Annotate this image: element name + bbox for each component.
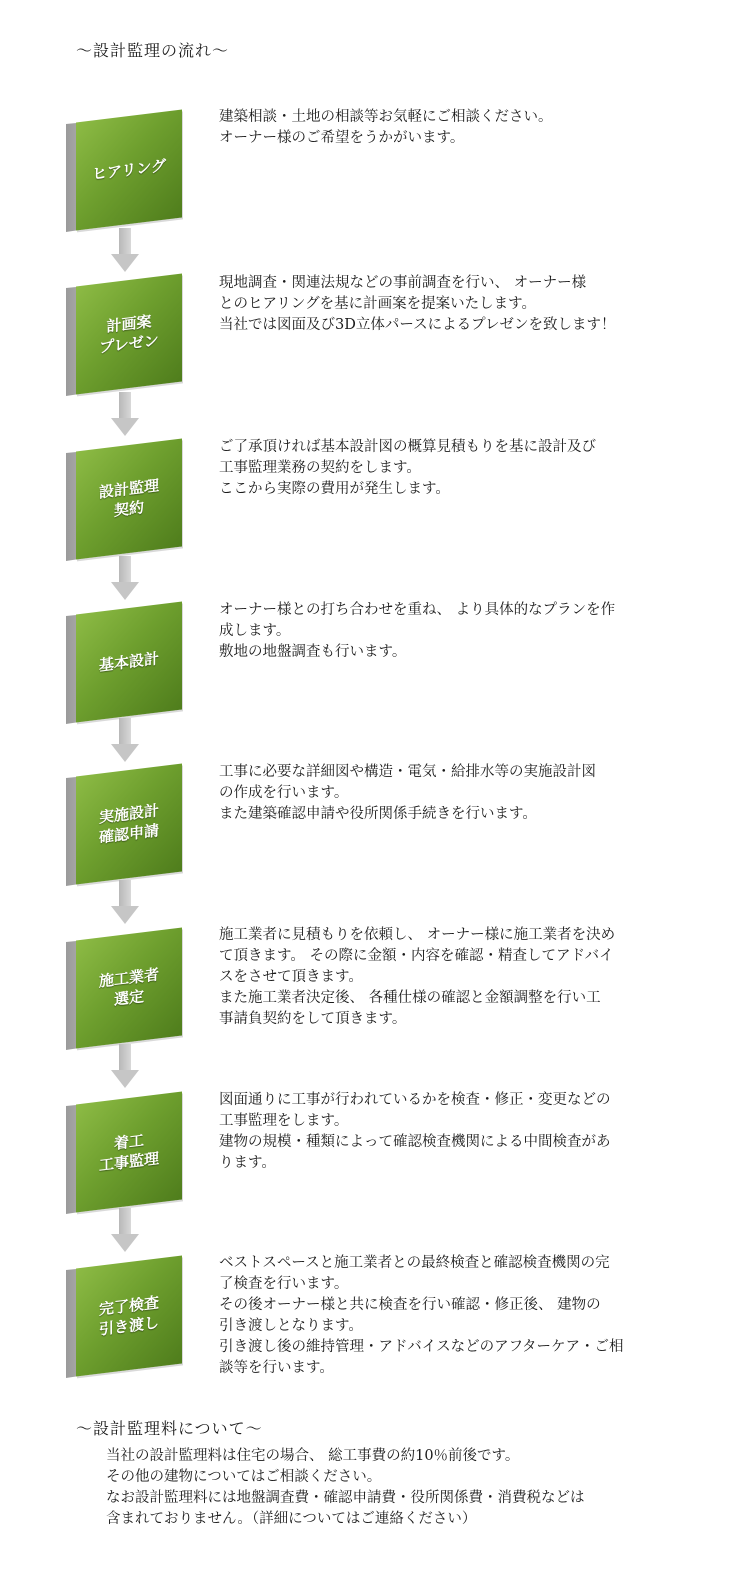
step-description: 工事に必要な詳細図や構造・電気・給排水等の実施設計図 の作成を行います。 また建築確認申請や役所関係手続きを行います。 bbox=[219, 764, 596, 822]
step-box-construction-supervision bbox=[66, 1098, 184, 1216]
step-label: 計画案 プレゼン bbox=[99, 312, 159, 357]
step-box-contractor-selection bbox=[66, 934, 184, 1052]
step-label: 基本設計 bbox=[98, 649, 159, 675]
step-box-plan-presentation bbox=[66, 280, 184, 398]
step-box-face bbox=[76, 1255, 182, 1376]
fee-title: ～設計監理料について～ bbox=[76, 1419, 263, 1438]
step-box-face bbox=[76, 438, 182, 559]
step-description: 図面通りに工事が行われているかを検査・修正・変更などの 工事監理をします。 建物の規模・種類によって確認検査機関による中間検査があ ります。 bbox=[219, 1092, 611, 1171]
step-description: ベストスペースと施工業者との最終検査と確認検査機関の完 了検査を行います。 その後オーナー様と共に検査を行い確認・修正後、 建物の 引き渡しとなります。 引き渡し後の維持管理・アドバイスなどのアフターケア・ご相 談等を行います。 bbox=[219, 1255, 624, 1376]
step-description: ご了承頂ければ基本設計図の概算見積もりを基に設計及び 工事監理業務の契約をします。 ここから実際の費用が発生します。 bbox=[219, 439, 596, 497]
step-box-face bbox=[76, 601, 182, 722]
step-label: 設計監理 契約 bbox=[98, 476, 159, 520]
step-label: 施工業者 選定 bbox=[98, 965, 159, 1009]
fee-description: 当社の設計監理料は住宅の場合、 総工事費の約10％前後です。 その他の建物についてはご相談ください。 なお設計監理料には地盤調査費・確認申請費・役所関係費・消費税などは 含まれておりません。（詳細についてはご連絡ください） bbox=[106, 1448, 585, 1527]
step-box-face bbox=[76, 109, 182, 230]
step-description: 現地調査・関連法規などの事前調査を行い、 オーナー様 とのヒアリングを基に計画案を提案いたします。 当社では図面及び3D立体パースによるプレゼンを致します！ bbox=[219, 275, 616, 333]
step-description: 施工業者に見積もりを依頼し、 オーナー様に施工業者を決め て頂きます。 その際に金額・内容を確認・精査してアドバイ スをさせて頂きます。 また施工業者決定後、 各種仕様の確認と金額調整を行い工 事請負契約をして頂きます。 bbox=[219, 927, 616, 1027]
flow-title: ～設計監理の流れ～ bbox=[76, 41, 230, 60]
step-label: ヒアリング bbox=[91, 156, 167, 184]
step-box-completion-handover bbox=[66, 1262, 184, 1380]
step-box-contract bbox=[66, 445, 184, 563]
step-box-detailed-design bbox=[66, 770, 184, 888]
step-box-hearing bbox=[66, 116, 184, 234]
step-box-face bbox=[76, 763, 182, 884]
step-description: 建築相談・土地の相談等お気軽にご相談ください。 オーナー様のご希望をうかがいます。 bbox=[219, 109, 553, 146]
step-box-face bbox=[76, 273, 182, 394]
step-label: 着工 工事監理 bbox=[98, 1131, 159, 1175]
step-box-face bbox=[76, 1091, 182, 1212]
step-box-face bbox=[76, 927, 182, 1048]
step-box-basic-design bbox=[66, 608, 184, 726]
step-label: 完了検査 引き渡し bbox=[98, 1293, 159, 1339]
step-description: オーナー様との打ち合わせを重ね、 より具体的なプランを作 成します。 敷地の地盤調査も行います。 bbox=[219, 602, 616, 660]
step-label: 実施設計 確認申請 bbox=[98, 801, 159, 847]
